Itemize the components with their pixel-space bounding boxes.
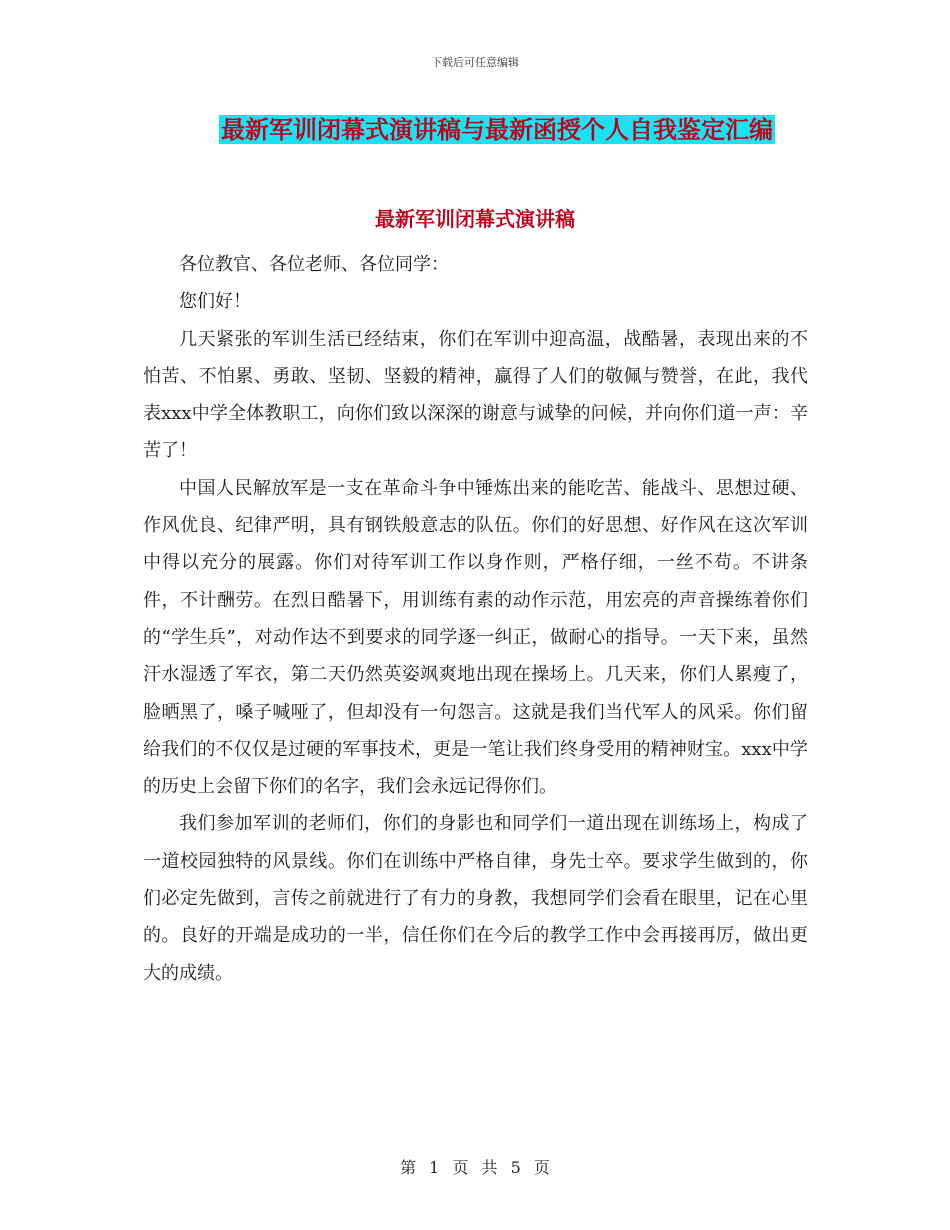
body-paragraph: 我们参加军训的老师们，你们的身影也和同学们一道出现在训练场上，构成了一道校园独特的风景线。你们在训练中严格自律，身先士卒。要求学生做到的，你们必定先做到，言传之前就进行了有力的身教，我想同学们会看在眼里，记在心里的。良好的开端是成功的一半，信任你们在今后的教学工作中会再接再厉，做出更大的成绩。	[143, 813, 808, 984]
greeting-paragraph: 各位教官、各位老师、各位同学：	[179, 254, 449, 275]
salutation-paragraph: 您们好！	[179, 291, 251, 313]
body-text	[143, 246, 808, 992]
page-number-footer: 第 1 页 共 5 页	[400, 1158, 550, 1177]
document-title	[193, 113, 801, 147]
section-title: 最新军训闭幕式演讲稿	[375, 207, 575, 231]
document-title-text: 最新军训闭幕式演讲稿与最新函授个人自我鉴定汇编	[221, 115, 773, 144]
page-header-note: 下载后可任意编辑	[431, 56, 519, 69]
body-paragraph: 几天紧张的军训生活已经结束，你们在军训中迎高温，战酷暑，表现出来的不怕苦、不怕累、勇敢、坚韧、坚毅的精神，赢得了人们的敬佩与赞誉，在此，我代表xxx中学全体教职工，向你们致以深深的谢意与诚挚的问候，并向你们道一声：辛苦了！	[143, 328, 808, 462]
body-paragraph: 中国人民解放军是一支在革命斗争中锤炼出来的能吃苦、能战斗、思想过硬、作风优良、纪律严明，具有钢铁般意志的队伍。你们的好思想、好作风在这次军训中得以充分的展露。你们对待军训工作以身作则，严格仔细，一丝不苟。不讲条件，不计酬劳。在烈日酷暑下，用训练有素的动作示范，用宏亮的声音操练着你们的“学生兵”，对动作达不到要求的同学逐一纠正，做耐心的指导。一天下来，虽然汗水湿透了军衣，第二天仍然英姿飒爽地出现在操场上。几天来，你们人累瘦了，脸晒黑了，嗓子喊哑了，但却没有一句怨言。这就是我们当代军人的风采。你们留给我们的不仅仅是过硬的军事技术，更是一笔让我们终身受用的精神财宝。xxx中学的历史上会留下你们的名字，我们会永远记得你们。	[143, 477, 808, 798]
